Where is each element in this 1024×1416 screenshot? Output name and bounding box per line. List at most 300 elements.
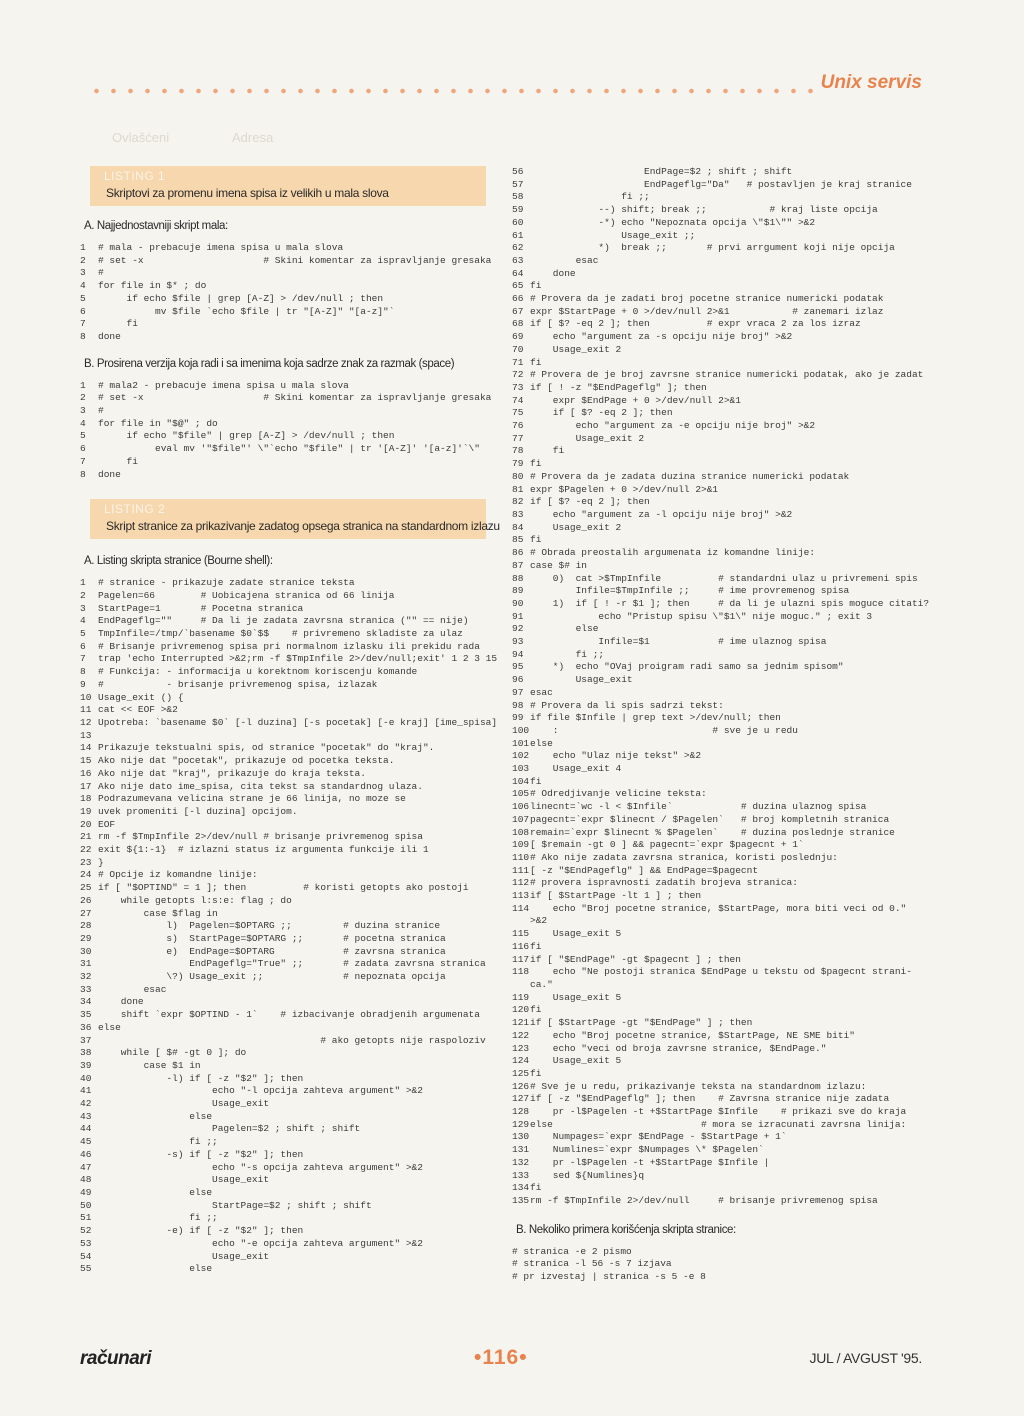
code-line — [80, 1073, 490, 1086]
code-text: EndPageflg="" # Da li je zadata zavrsna stranica ("" == nije) — [98, 615, 469, 627]
code-text: uvek promeniti [-l duzina] opcijom. — [98, 805, 298, 817]
code-text: Usage_exit — [98, 1250, 270, 1262]
code-line — [80, 430, 490, 443]
line-number: 44 — [80, 1123, 92, 1135]
code-text: else — [98, 1187, 213, 1198]
line-number: 34 — [80, 996, 92, 1008]
line-number: 112 — [512, 877, 530, 889]
code-text: pr -l$Pagelen -t +$StartPage $Infile | — [530, 1156, 770, 1168]
code-line — [512, 445, 922, 458]
code-text: fi — [530, 280, 542, 292]
code-line — [512, 1081, 922, 1094]
line-number: 5 — [80, 628, 86, 640]
line-number: 51 — [80, 1212, 92, 1224]
code-line — [512, 801, 922, 814]
code-line — [80, 831, 490, 844]
code-line — [512, 915, 922, 928]
show-through-text: Ovlašćeni — [112, 130, 170, 145]
line-number: 43 — [80, 1110, 92, 1122]
code-text: ca." — [530, 979, 553, 990]
line-number: 104 — [512, 775, 530, 787]
code-text: if [ "$EndPage" -gt $pagecnt ] ; then — [530, 953, 741, 965]
line-number: 12 — [80, 716, 92, 728]
line-number: 11 — [80, 704, 92, 716]
code-line — [512, 788, 922, 801]
code-text: Usage_exit 2 — [530, 343, 622, 355]
line-number: 6 — [80, 640, 86, 652]
code-line — [512, 585, 922, 598]
line-number: 96 — [512, 674, 524, 686]
line-number: 31 — [80, 958, 92, 970]
code-line — [80, 1111, 490, 1124]
code-line — [512, 484, 922, 497]
code-line — [512, 1017, 922, 1030]
code-text: case $1 in — [98, 1059, 201, 1071]
code-line — [80, 1022, 490, 1035]
line-number: 40 — [80, 1072, 92, 1084]
code-line — [512, 941, 922, 954]
code-line — [512, 268, 922, 281]
line-number: 75 — [512, 407, 524, 419]
code-line — [512, 522, 922, 535]
code-text: fi — [530, 356, 542, 368]
code-line — [512, 763, 922, 776]
code-text: e) EndPage=$OPTARG # zavrsna stranica — [98, 945, 446, 957]
code-text: 1) if [ ! -r $1 ]; then # da li je ulazni spis moguce citati? — [530, 597, 930, 609]
line-number: 27 — [80, 907, 92, 919]
line-number: 67 — [512, 305, 524, 317]
listing2-part-b-heading: B. Nekoliko primera korišćenja skripta stranice: — [516, 1223, 736, 1236]
code-line — [80, 716, 498, 730]
code-text: Upotreba: `basename $0` [-l duzina] [-s pocetak] [-e kraj] [ime_spisa] — [98, 716, 498, 728]
code-line — [512, 852, 922, 865]
code-text: } — [98, 856, 104, 868]
code-line — [512, 1068, 922, 1081]
code-line — [512, 890, 922, 903]
code-line — [80, 946, 490, 959]
code-text: else — [98, 1263, 213, 1275]
code-text: fi ;; — [98, 1136, 218, 1148]
code-text: eval mv '"$file"' \"`echo "$file" | tr '[A-Z]' '[a-z]'`\" — [98, 443, 480, 455]
listing2-title-box — [90, 499, 500, 539]
line-number: 52 — [80, 1225, 92, 1237]
code-line — [512, 597, 930, 611]
code-text: # Opcije iz komandne linije: — [98, 869, 258, 881]
line-number: 90 — [512, 597, 524, 609]
left-column — [80, 166, 500, 1276]
line-number: 76 — [512, 420, 524, 432]
code-line — [80, 1200, 490, 1213]
code-line — [512, 573, 922, 586]
code-line — [80, 1251, 490, 1264]
code-text: # set -x # Skini komentar za ispravljanje gresaka — [98, 254, 492, 266]
code-text: # mala - prebacuje imena spisa u mala slova — [98, 242, 344, 253]
line-number: 77 — [512, 432, 524, 444]
code-text: else # mora se izracunati zavrsna linija: — [530, 1118, 907, 1130]
code-line — [512, 242, 922, 255]
code-line — [512, 1119, 922, 1132]
code-line — [512, 750, 922, 763]
code-text: fi — [530, 534, 542, 546]
code-line — [512, 623, 922, 636]
code-text: 0) cat >$TmpInfile # standardni ulaz u privremeni spis — [530, 572, 918, 584]
code-text: fi ;; — [530, 191, 650, 203]
line-number: 8 — [80, 468, 86, 480]
code-text: # Provera da je zadata duzina stranice numericki podatak — [530, 470, 850, 482]
line-number: 62 — [512, 242, 524, 254]
line-number: 18 — [80, 793, 92, 805]
code-text: echo "argument za -s opciju nije broj" >&2 — [530, 331, 793, 343]
code-text: for file in "$@" ; do — [98, 417, 218, 429]
code-text: case $# in — [530, 559, 588, 571]
code-text: if echo $file | grep [A-Z] > /dev/null ; then — [98, 292, 384, 304]
code-text: --) shift; break ;; # kraj liste opcija — [530, 204, 878, 216]
code-text: if [ $? -eq 2 ]; then — [530, 496, 650, 508]
code-line — [512, 1144, 922, 1157]
section-title: Unix servis — [820, 72, 922, 93]
line-number: 3 — [80, 405, 86, 417]
code-text: sed ${Numlines}q — [530, 1169, 645, 1181]
code-line — [80, 1060, 490, 1073]
code-text: else — [530, 737, 553, 749]
code-line — [512, 954, 922, 967]
code-line — [512, 992, 922, 1005]
line-number: 102 — [512, 750, 530, 762]
code-line — [80, 590, 490, 603]
code-line — [512, 560, 922, 573]
line-number: 116 — [512, 940, 530, 952]
code-line — [512, 382, 922, 395]
code-text: echo "Ne postoji stranica $EndPage u tekstu od $pagecnt strani- — [530, 966, 912, 978]
code-line — [80, 679, 490, 692]
code-line — [512, 1093, 922, 1106]
code-line — [80, 755, 490, 768]
line-number: 86 — [512, 547, 524, 559]
line-number: 131 — [512, 1144, 530, 1156]
code-text: pagecnt=`expr $linecnt / $Pagelen` # broj kompletnih stranica — [530, 813, 890, 825]
code-text: # Obrada preostalih argumenata iz komandne linije: — [530, 547, 816, 559]
line-number: 2 — [80, 589, 86, 601]
code-text: EndPage=$2 ; shift ; shift — [530, 166, 793, 177]
code-line — [80, 1263, 490, 1276]
line-number: 4 — [80, 615, 86, 627]
listing2-title: Skript stranice za prikazivanje zadatog opsega stranica na standardnom izlazu — [106, 519, 500, 534]
code-text: echo "Ulaz nije tekst" >&2 — [530, 750, 702, 762]
code-line — [512, 420, 922, 433]
code-text: -s) if [ -z "$2" ]; then — [98, 1148, 304, 1160]
code-text: Podrazumevana velicina strane je 66 linija, no moze se — [98, 793, 406, 805]
example-line: # stranica -e 2 pismo — [512, 1245, 632, 1257]
line-number: 58 — [512, 191, 524, 203]
line-number: 42 — [80, 1098, 92, 1110]
code-text: # - brisanje privremenog spisa, izlazak — [98, 678, 378, 690]
code-text: fi — [530, 458, 542, 470]
line-number: 16 — [80, 767, 92, 779]
line-number: 100 — [512, 724, 530, 736]
line-number: 49 — [80, 1187, 92, 1198]
line-number: 114 — [512, 902, 530, 914]
code-line — [80, 844, 490, 857]
listing2-tag: LISTING 2 — [104, 502, 166, 517]
code-text: echo "-e opcija zahteva argument" >&2 — [98, 1237, 423, 1249]
code-text: # Sve je u redu, prikazivanje teksta na standardnom izlazu: — [530, 1080, 867, 1092]
line-number: 41 — [80, 1085, 92, 1097]
code-line — [512, 865, 922, 878]
line-number: 59 — [512, 204, 524, 216]
line-number: 130 — [512, 1131, 530, 1143]
show-through-text: Adresa — [232, 130, 274, 145]
code-line — [512, 179, 922, 192]
line-number: 133 — [512, 1169, 530, 1181]
code-text: rm -f $TmpInfile 2>/dev/null # brisanje privremenog spisa — [530, 1194, 878, 1206]
code-text: Infile=$TmpInfile ;; # ime provremenog spisa — [530, 585, 850, 597]
line-number: 135 — [512, 1194, 530, 1206]
code-line — [512, 458, 922, 471]
code-text: Ako nije dato ime_spisa, cita tekst sa standardnog ulaza. — [98, 780, 423, 792]
code-line — [512, 395, 922, 408]
code-line — [512, 611, 922, 624]
line-number: 94 — [512, 648, 524, 660]
code-text: exit ${1:-1} # izlazni status iz argumenta funkcije ili 1 — [98, 844, 429, 856]
code-line — [512, 1004, 922, 1017]
code-text: # Odredjivanje velicine teksta: — [530, 788, 707, 800]
code-text: fi — [530, 1004, 542, 1016]
code-text: fi ;; — [530, 648, 605, 660]
line-number: 117 — [512, 953, 530, 965]
code-text: EndPageflg="Da" # postavljen je kraj stranice — [530, 178, 912, 190]
code-line — [80, 1162, 490, 1175]
code-line — [512, 738, 922, 751]
line-number: 66 — [512, 293, 524, 305]
code-text: # Provera da je zadati broj pocetne stranice numericki podatak — [530, 293, 884, 305]
line-number: 103 — [512, 763, 530, 775]
code-text: if file $Infile | grep text >/dev/null; then — [530, 712, 781, 724]
code-text: if echo "$file" | grep [A-Z] > /dev/null ; then — [98, 430, 395, 442]
listing2-code-a — [80, 577, 498, 1276]
line-number: 1 — [80, 242, 86, 253]
line-number: 127 — [512, 1093, 530, 1105]
line-number: 6 — [80, 443, 86, 455]
code-text: done — [98, 996, 144, 1008]
code-text: echo "Broj pocetne stranice, $StartPage, NE SME biti" — [530, 1029, 855, 1041]
listing2-examples — [512, 1246, 922, 1284]
code-text: echo "argument za -l opciju nije broj" >&2 — [530, 508, 793, 520]
line-number: 63 — [512, 254, 524, 266]
code-line — [512, 534, 922, 547]
line-number: 50 — [80, 1199, 92, 1211]
code-text: Numlines=`expr $Numpages \* $Pagelen` — [530, 1144, 764, 1156]
code-text: esac — [98, 983, 167, 995]
line-number: 13 — [80, 729, 92, 741]
code-line — [80, 306, 490, 319]
line-number: 65 — [512, 280, 524, 292]
code-text: esac — [530, 686, 553, 698]
code-text: StartPage=1 # Pocetna stranica — [98, 602, 304, 614]
code-line — [80, 628, 490, 641]
line-number: 105 — [512, 788, 530, 800]
code-text: fi — [530, 445, 565, 457]
line-number: 14 — [80, 742, 92, 754]
code-line — [80, 469, 490, 482]
code-text: shift `expr $OPTIND - 1` # izbacivanje obradjenih argumenata — [98, 1009, 480, 1021]
line-number: 26 — [80, 894, 92, 906]
line-number: 57 — [512, 178, 524, 190]
code-text: fi — [530, 940, 542, 952]
code-line — [80, 380, 490, 393]
line-number: 92 — [512, 623, 524, 635]
line-number: 37 — [80, 1034, 92, 1046]
line-number: 107 — [512, 813, 530, 825]
code-line — [512, 331, 922, 344]
line-number: 22 — [80, 844, 92, 856]
line-number: 121 — [512, 1017, 530, 1029]
code-text: -*) echo "Nepoznata opcija \"$1\"" >&2 — [530, 216, 816, 228]
code-text: # provera ispravnosti zadatih brojeva stranica: — [530, 877, 798, 889]
code-line — [512, 966, 922, 979]
listing1-code-a — [80, 242, 490, 344]
code-line — [80, 577, 490, 590]
line-number: 15 — [80, 755, 92, 767]
code-line — [80, 1009, 490, 1022]
line-number: 91 — [512, 610, 524, 622]
code-line — [80, 971, 490, 984]
code-line — [80, 793, 490, 806]
line-number: 36 — [80, 1021, 92, 1033]
line-number: 19 — [80, 805, 92, 817]
code-line — [512, 687, 922, 700]
line-number: 61 — [512, 229, 524, 241]
line-number: 80 — [512, 470, 524, 482]
listing1-code-b — [80, 380, 490, 482]
code-line — [512, 280, 922, 293]
code-line — [512, 357, 922, 370]
code-line — [512, 1043, 922, 1056]
line-number: 10 — [80, 691, 92, 703]
code-text: Infile=$1 # ime ulaznog spisa — [530, 636, 827, 648]
code-text: >&2 — [530, 915, 548, 927]
code-text: rm -f $TmpInfile 2>/dev/null # brisanje privremenog spisa — [98, 831, 423, 843]
code-line — [80, 882, 490, 895]
code-text: Usage_exit () { — [98, 691, 184, 703]
line-number: 110 — [512, 851, 530, 863]
code-text: if [ $StartPage -lt 1 ] ; then — [530, 890, 702, 902]
line-number: 64 — [512, 267, 524, 279]
code-text: StartPage=$2 ; shift ; shift — [98, 1199, 372, 1211]
code-text: expr $Pagelen + 0 >/dev/null 2>&1 — [530, 483, 719, 495]
code-line — [80, 405, 490, 418]
line-number: 115 — [512, 928, 530, 940]
line-number: 120 — [512, 1004, 530, 1016]
line-number: 74 — [512, 394, 524, 406]
code-line — [512, 293, 922, 306]
line-number: 4 — [80, 417, 86, 429]
code-text: Usage_exit — [98, 1098, 270, 1110]
code-text: else — [98, 1021, 121, 1033]
code-line — [512, 725, 922, 738]
line-number: 111 — [512, 864, 530, 876]
code-line — [80, 1225, 490, 1238]
code-line — [80, 615, 490, 628]
code-line — [512, 636, 922, 649]
code-text: Usage_exit 4 — [530, 763, 622, 775]
code-text: Usage_exit — [530, 674, 633, 686]
code-line — [512, 407, 922, 420]
line-number: 25 — [80, 882, 92, 894]
line-number: 2 — [80, 254, 86, 266]
line-number: 85 — [512, 534, 524, 546]
code-text: echo "Broj pocetne stranice, $StartPage, mora biti veci od 0." — [530, 902, 907, 914]
line-number: 5 — [80, 292, 86, 304]
code-line — [512, 903, 922, 916]
line-number: 28 — [80, 920, 92, 932]
code-line — [512, 661, 922, 674]
code-text: for file in $* ; do — [98, 280, 207, 292]
line-number: 97 — [512, 686, 524, 698]
code-line — [80, 819, 490, 832]
code-text: # Funkcija: - informacija u korektnom koriscenju komande — [98, 666, 418, 678]
line-number: 20 — [80, 818, 92, 830]
code-line — [80, 318, 490, 331]
code-line — [512, 827, 922, 840]
code-text: [ -z "$EndPageflg" ] && EndPage=$pagecnt — [530, 864, 759, 876]
code-text: Ako nije dat "kraj", prikazuje do kraja teksta. — [98, 767, 366, 779]
listing1-title: Skriptovi za promenu imena spisa iz velikih u mala slova — [106, 186, 389, 200]
code-line — [80, 1149, 490, 1162]
line-number: 6 — [80, 305, 86, 317]
code-text: # Provera de je broj zavrsne stranice numericki podatak, ako je zadat — [530, 369, 924, 381]
code-text: [ $remain -gt 0 ] && pagecnt=`expr $pagecnt + 1` — [530, 839, 804, 851]
code-line — [80, 692, 490, 705]
line-number: 119 — [512, 991, 530, 1003]
code-line — [80, 653, 498, 666]
code-text: # — [98, 267, 104, 279]
code-line — [80, 958, 490, 971]
line-number: 132 — [512, 1156, 530, 1168]
line-number: 95 — [512, 661, 524, 673]
line-number: 69 — [512, 331, 524, 343]
code-line — [80, 603, 490, 616]
code-text: -l) if [ -z "$2" ]; then — [98, 1072, 304, 1084]
code-text: Usage_exit 5 — [530, 1055, 622, 1067]
line-number: 88 — [512, 572, 524, 584]
code-text: Usage_exit 5 — [530, 991, 622, 1003]
code-text: TmpInfile=/tmp/`basename $0`$$ # privremeno skladiste za ulaz — [98, 628, 463, 640]
code-text: # mala2 - prebacuje imena spisa u mala slova — [98, 379, 349, 391]
code-text: : # sve je u redu — [530, 724, 798, 736]
line-number: 89 — [512, 585, 524, 597]
code-line — [80, 895, 490, 908]
code-line — [512, 344, 922, 357]
code-line — [512, 700, 922, 713]
code-line — [80, 331, 490, 344]
line-number: 79 — [512, 458, 524, 470]
code-text: if [ "$OPTIND" = 1 ]; then # koristi getopts ako postoji — [98, 882, 469, 894]
code-text: if [ $? -eq 2 ]; then — [530, 407, 673, 419]
line-number: 7 — [80, 653, 86, 665]
line-number: 128 — [512, 1106, 530, 1118]
code-line — [512, 166, 922, 179]
example-line: # pr izvestaj | stranica -s 5 -e 8 — [512, 1271, 706, 1283]
code-line — [80, 1123, 490, 1136]
code-line — [80, 869, 490, 882]
code-line — [80, 1035, 490, 1048]
code-line — [512, 1131, 922, 1144]
line-number: 30 — [80, 945, 92, 957]
line-number: 1 — [80, 577, 86, 589]
line-number: 126 — [512, 1080, 530, 1092]
code-line — [512, 433, 922, 446]
code-text: done — [98, 468, 121, 480]
